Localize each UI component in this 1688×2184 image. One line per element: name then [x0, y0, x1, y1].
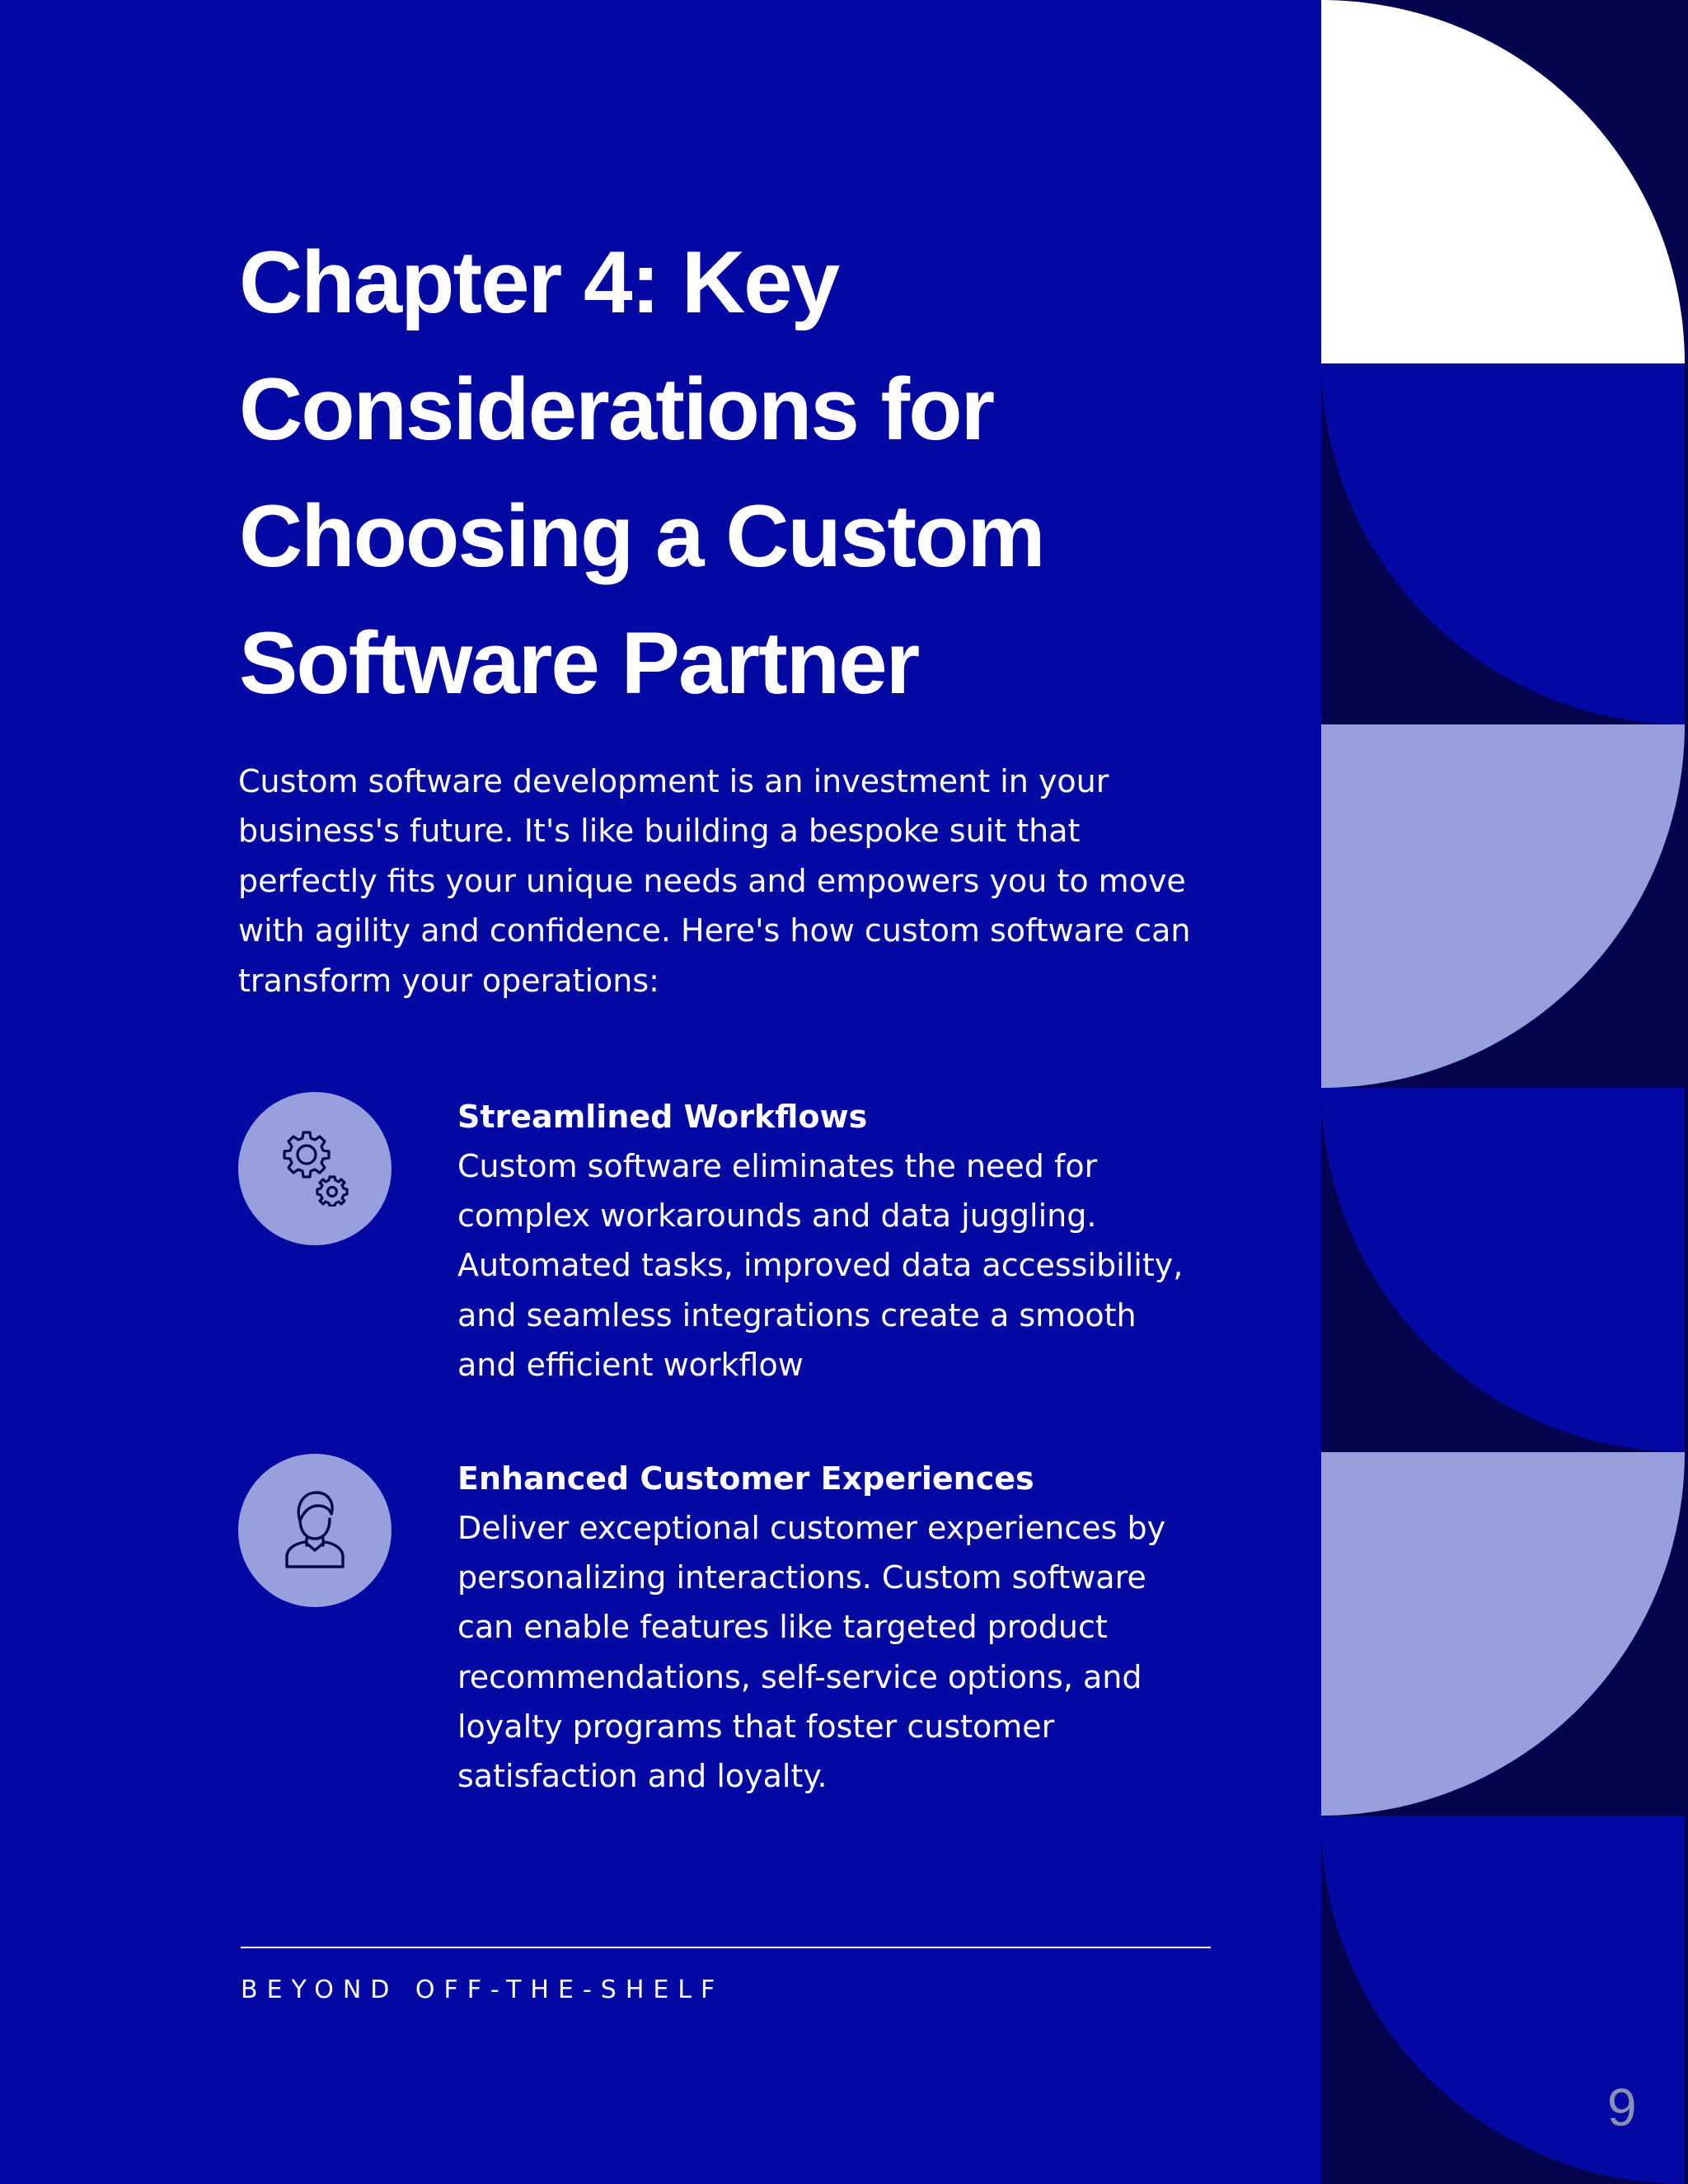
gears-icon — [275, 1127, 354, 1210]
title-line: Considerations for — [239, 359, 994, 458]
user-icon — [282, 1488, 348, 1573]
title-line: Software Partner — [239, 613, 919, 712]
decorative-shapes — [1321, 0, 1688, 2184]
page-number: 9 — [1607, 2078, 1637, 2137]
feature-body: Deliver exceptional customer experiences by personalizing interactions. Custom software can enable features like targeted product recommendations, self-service options, and loyalty programs that foster customer satisfaction and loyalty. — [457, 1510, 1166, 1795]
footer-running-title: BEYOND OFF-THE-SHELF — [241, 1975, 724, 2004]
feature-heading: Enhanced Customer Experiences — [457, 1460, 1034, 1497]
title-line: Chapter 4: Key — [239, 232, 839, 331]
feature-heading: Streamlined Workflows — [457, 1099, 868, 1135]
feature-icon-circle — [238, 1454, 392, 1607]
chapter-title — [239, 218, 1228, 726]
intro-paragraph: Custom software development is an investment in your business's future. It's like building a bespoke suit that perfectly fits your unique needs and empowers you to move with agility and confidence. Here's how custom software can transform your operations: — [238, 763, 1191, 999]
title-line: Choosing a Custom — [239, 486, 1044, 585]
feature-body: Custom software eliminates the need for complex workarounds and data juggling. Automated tasks, improved data accessibility, and seamless integrations create a smooth and efficient workflow — [457, 1148, 1184, 1383]
decorative-side-panel — [1321, 0, 1688, 2184]
feature-icon-circle — [238, 1092, 392, 1245]
footer-divider — [241, 1947, 1211, 1948]
